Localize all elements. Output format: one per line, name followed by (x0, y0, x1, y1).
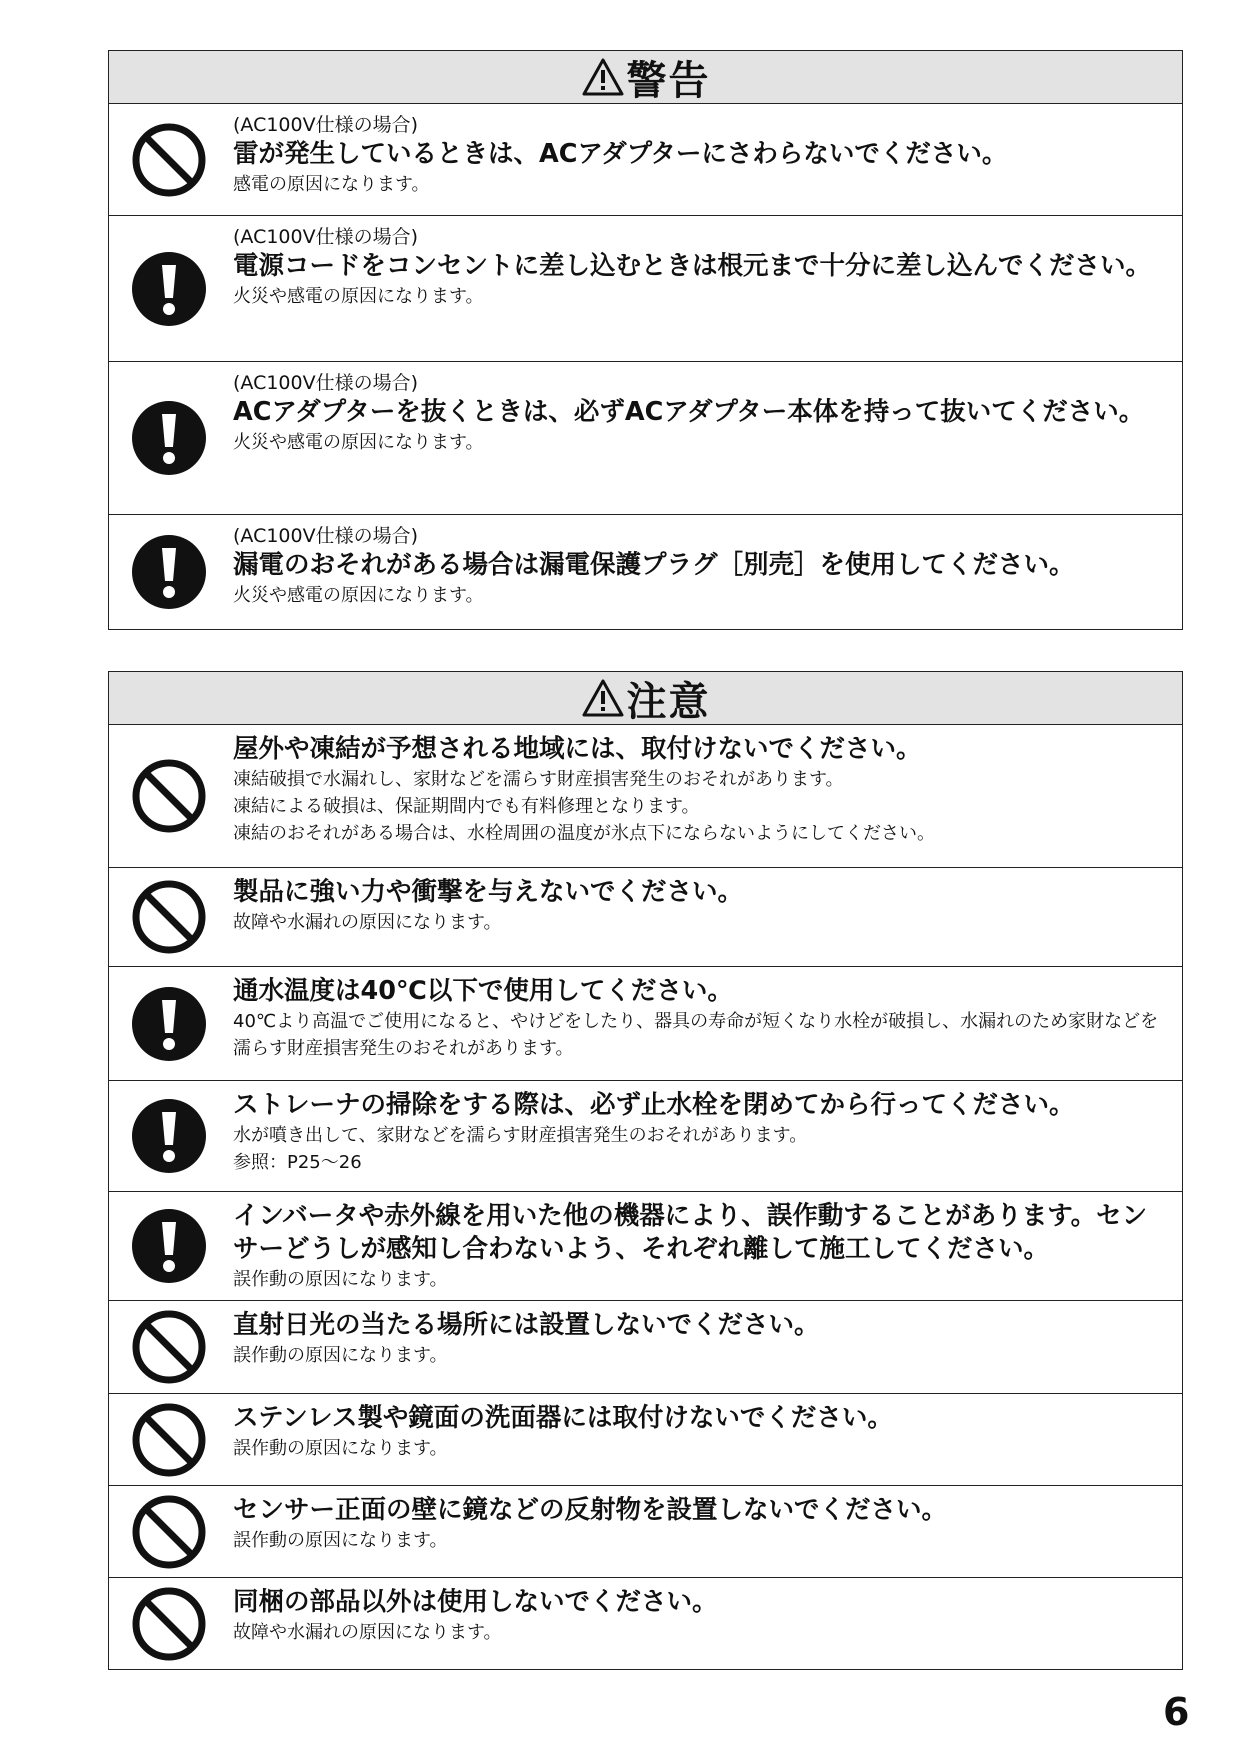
prohibition-icon (131, 122, 207, 198)
item-main-text: 漏電のおそれがある場合は漏電保護プラグ［別売］を使用してください。 (233, 550, 1075, 580)
caution-item (109, 1486, 1182, 1578)
warning-title: 警告 (626, 57, 711, 104)
mandatory-icon (131, 534, 207, 610)
mandatory-icon (131, 400, 207, 476)
item-main-text: 電源コードをコンセントに差し込むときは根元まで十分に差し込んでください。 (233, 251, 1152, 281)
item-main-text: 製品に強い力や衝撃を与えないでください。 (233, 877, 744, 907)
warning-item (109, 362, 1182, 515)
item-text (233, 370, 1162, 456)
caution-item (109, 725, 1182, 868)
mandatory-icon (131, 1098, 207, 1174)
item-text (233, 1200, 1162, 1293)
item-main-text: 雷が発生しているときは、ACアダプターにさわらないでください。 (233, 139, 1008, 169)
item-sub-text: 故障や水漏れの原因になります。 (233, 1622, 502, 1643)
item-sub-text: 誤作動の原因になります。 (233, 1269, 448, 1290)
prohibition-icon (131, 1494, 207, 1570)
item-text (233, 975, 1162, 1062)
item-text (233, 1402, 1162, 1462)
prohibition-icon (131, 1309, 207, 1385)
item-text (233, 112, 1162, 198)
item-sub-text: 誤作動の原因になります。 (233, 1438, 448, 1459)
item-sub-text: 参照：P25～26 (233, 1152, 362, 1173)
item-main-text: 通水温度は40℃以下で使用してください。 (233, 976, 733, 1006)
warning-triangle-icon (581, 678, 625, 718)
item-sub-text: 誤作動の原因になります。 (233, 1530, 448, 1551)
item-sub-text: 感電の原因になります。 (233, 174, 430, 195)
item-sub-text: 凍結破損で水漏れし、家財などを濡らす財産損害発生のおそれがあります。 (233, 769, 844, 790)
caution-item (109, 1301, 1182, 1394)
item-main-text: ストレーナの掃除をする際は、必ず止水栓を閉めてから行ってください。 (233, 1090, 1075, 1120)
item-main-text: 同梱の部品以外は使用しないでください。 (233, 1587, 718, 1617)
item-sub-text: 火災や感電の原因になります。 (233, 286, 484, 307)
item-main-text: センサー正面の壁に鏡などの反射物を設置しないでください。 (233, 1495, 948, 1525)
item-text (233, 224, 1162, 310)
caution-item (109, 1192, 1182, 1301)
item-text (233, 1089, 1162, 1176)
item-sub-text: 40℃より高温でご使用になると、やけどをしたり、器具の寿命が短くなり水栓が破損し、水漏れのため家財などを濡らす財産損害発生のおそれがあります。 (233, 1011, 1159, 1059)
prohibition-icon (131, 1402, 207, 1478)
item-condition: (AC100V仕様の場合) (233, 114, 419, 136)
item-text (233, 733, 1162, 847)
caution-header (109, 672, 1182, 725)
prohibition-icon (131, 1586, 207, 1662)
warning-header (109, 51, 1182, 104)
item-sub-text: 火災や感電の原因になります。 (233, 585, 484, 606)
item-text (233, 1494, 1162, 1554)
item-main-text: 直射日光の当たる場所には設置しないでください。 (233, 1310, 820, 1340)
item-sub-text: 火災や感電の原因になります。 (233, 432, 484, 453)
warning-item (109, 216, 1182, 362)
mandatory-icon (131, 986, 207, 1062)
caution-box (108, 671, 1183, 1670)
item-text (233, 876, 1162, 936)
prohibition-icon (131, 758, 207, 834)
warning-item (109, 515, 1182, 628)
item-condition: (AC100V仕様の場合) (233, 226, 419, 248)
item-sub-text: 凍結のおそれがある場合は、水栓周囲の温度が氷点下にならないようにしてください。 (233, 823, 935, 844)
caution-title: 注意 (626, 678, 711, 725)
caution-item (109, 1394, 1182, 1486)
caution-item (109, 868, 1182, 967)
caution-item (109, 1578, 1182, 1669)
item-main-text: インバータや赤外線を用いた他の機器により、誤作動することがあります。センサーどうしが感知し合わないよう、それぞれ離して施工してください。 (233, 1201, 1148, 1264)
item-main-text: 屋外や凍結が予想される地域には、取付けないでください。 (233, 734, 922, 764)
page-number: 6 (1163, 1690, 1190, 1734)
mandatory-icon (131, 251, 207, 327)
item-sub-text: 故障や水漏れの原因になります。 (233, 912, 502, 933)
item-sub-text: 凍結による破損は、保証期間内でも有料修理となります。 (233, 796, 700, 817)
warning-item (109, 104, 1182, 216)
item-text (233, 1309, 1162, 1369)
item-text (233, 523, 1162, 609)
warning-box (108, 50, 1183, 630)
item-condition: (AC100V仕様の場合) (233, 525, 419, 547)
item-main-text: ACアダプターを抜くときは、必ずACアダプター本体を持って抜いてください。 (233, 397, 1145, 427)
caution-item (109, 1081, 1182, 1192)
item-text (233, 1586, 1162, 1646)
warning-triangle-icon (581, 57, 625, 97)
item-main-text: ステンレス製や鏡面の洗面器には取付けないでください。 (233, 1403, 893, 1433)
mandatory-icon (131, 1208, 207, 1284)
item-condition: (AC100V仕様の場合) (233, 372, 419, 394)
prohibition-icon (131, 879, 207, 955)
caution-item (109, 967, 1182, 1081)
item-sub-text: 誤作動の原因になります。 (233, 1345, 448, 1366)
item-sub-text: 水が噴き出して、家財などを濡らす財産損害発生のおそれがあります。 (233, 1125, 808, 1146)
